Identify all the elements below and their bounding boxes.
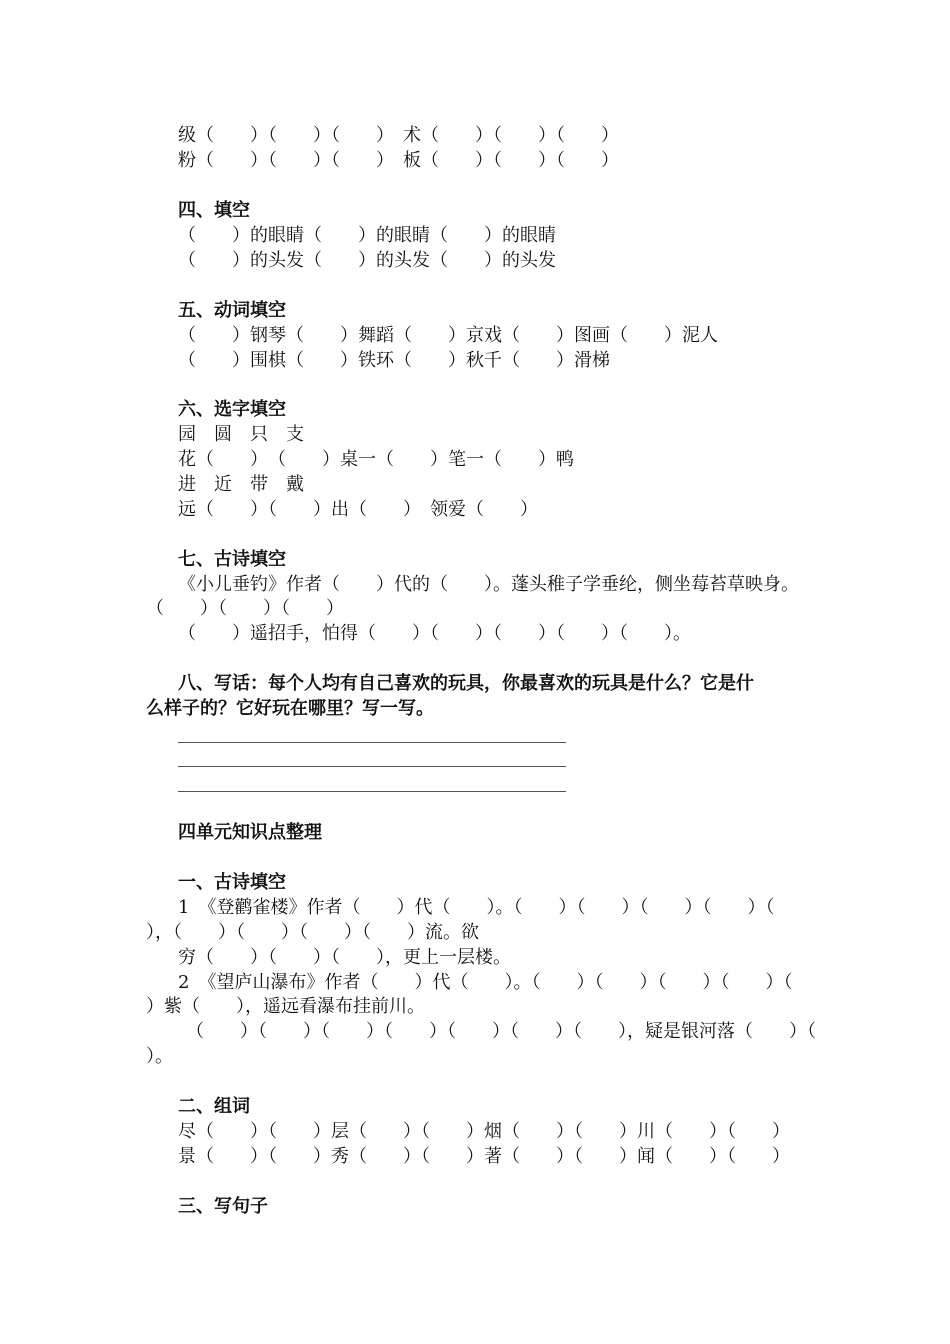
sec4-title: 四、填空: [178, 200, 250, 221]
sec4-row-2: （ ）的头发（ ）的头发（ ）的头发: [178, 250, 556, 271]
sec6-row-1: 园 圆 只 支: [178, 424, 304, 445]
sec3-row-2: 粉（ ）（ ）（ ） 板（ ）（ ）（ ）: [178, 150, 619, 171]
sec7-row-1: 《小儿垂钓》作者（ ）代的（ ）。蓬头稚子学垂纶，侧坐莓苔草映身。: [178, 574, 799, 595]
sec6-title: 六、选字填空: [178, 399, 286, 420]
sec7-title: 七、古诗填空: [178, 549, 286, 570]
sec7-row-3: （ ）遥招手，怕得（ ）（ ）（ ）（ ）（ ）。: [178, 623, 691, 644]
unit4-sec1-row-4: 2 《望庐山瀑布》作者（ ）代（ ）。（ ）（ ）（ ）（ ）（: [178, 972, 793, 993]
sec5-row-1: （ ）钢琴（ ）舞蹈（ ）京戏（ ）图画（ ）泥人: [178, 325, 718, 346]
sec3-row-1: 级（ ）（ ）（ ） 术（ ）（ ）（ ）: [178, 125, 619, 146]
unit4-heading: 四单元知识点整理: [178, 822, 322, 843]
unit4-sec1-row-6: （ ）（ ）（ ）（ ）（ ）（ ）（ ），疑是银河落（ ）（: [186, 1021, 816, 1042]
writing-line-2: [178, 766, 566, 767]
unit4-sec1-row-5: ）紫（ ），遥远看瀑布挂前川。: [146, 996, 425, 1017]
unit4-sec1-row-7: ）。: [146, 1046, 173, 1067]
unit4-sec2-row-2: 景（ ）（ ）秀（ ）（ ）著（ ）（ ）闻（ ）（ ）: [178, 1146, 790, 1167]
sec6-row-2: 花（ ） （ ）桌一（ ）笔一（ ）鸭: [178, 449, 574, 470]
unit4-sec1-row-2: ），（ ）（ ）（ ）（ ）流。欲: [146, 922, 479, 943]
unit4-sec1-row-3: 穷（ ）（ ）（ ），更上一层楼。: [178, 947, 511, 968]
unit4-sec1-row-1: 1 《登鹳雀楼》作者（ ）代（ ）。（ ）（ ）（ ）（ ）（: [178, 897, 775, 918]
sec6-row-3: 进 近 带 戴: [178, 474, 304, 495]
unit4-sec1-title: 一、古诗填空: [178, 872, 286, 893]
sec7-row-2: （ ）（ ）（ ）: [146, 598, 344, 619]
writing-line-3: [178, 791, 566, 792]
sec5-title: 五、动词填空: [178, 300, 286, 321]
sec8-title-line-2: 么样子的？它好玩在哪里？写一写。: [146, 698, 434, 719]
sec8-title-line-1: 八、写话：每个人均有自己喜欢的玩具，你最喜欢的玩具是什么？它是什: [178, 673, 754, 694]
writing-line-1: [178, 742, 566, 743]
sec6-row-4: 远（ ）（ ）出（ ） 领爱（ ）: [178, 499, 538, 520]
sec5-row-2: （ ）围棋（ ）铁环（ ）秋千（ ）滑梯: [178, 350, 610, 371]
unit4-sec3-title: 三、写句子: [178, 1196, 268, 1217]
unit4-sec2-row-1: 尽（ ）（ ）层（ ）（ ）烟（ ）（ ）川（ ）（ ）: [178, 1121, 790, 1142]
unit4-sec2-title: 二、组词: [178, 1096, 250, 1117]
sec4-row-1: （ ）的眼睛（ ）的眼睛（ ）的眼睛: [178, 225, 556, 246]
